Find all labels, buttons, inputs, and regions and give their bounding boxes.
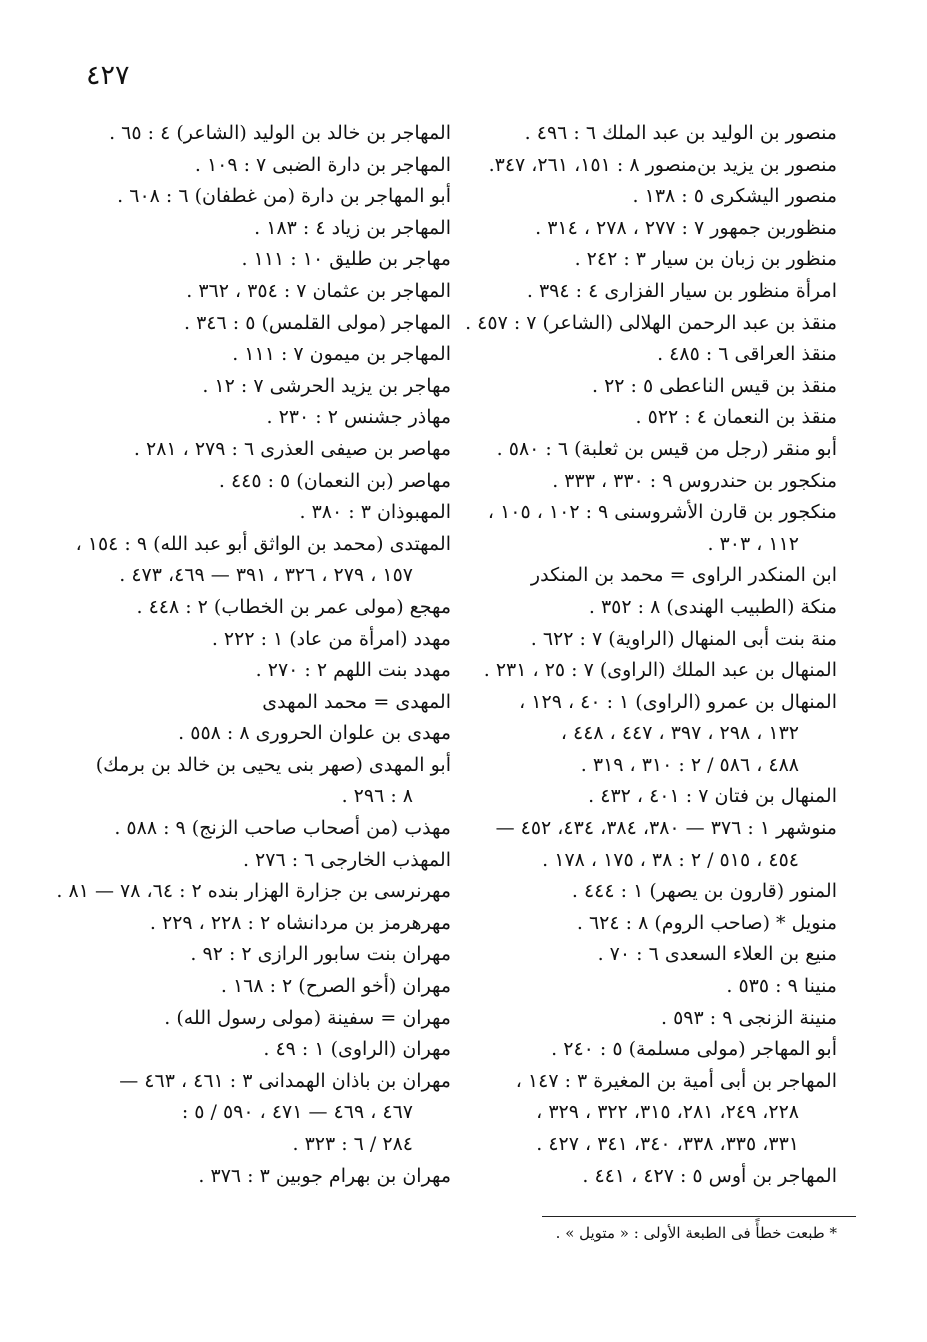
- index-entry: مهاصر بن صيفى العذرى ٦ : ٢٧٩ ، ٢٨١ .: [133, 437, 451, 460]
- index-entry-continuation: ١٥٧ ، ٢٧٩ ، ٣٢٦ ، ٣٩١ — ٤٦٩، ٤٧٣ .: [119, 564, 413, 587]
- index-entry: المهاجر بن خالد بن الوليد (الشاعر) ٤ : ٦٥ .: [109, 122, 451, 144]
- index-entry-continuation: ٢٨٤ / ٦ : ٣٢٣ .: [292, 1133, 413, 1155]
- index-entry: منظور بن زبان بن سيار ٣ : ٢٤٢ .: [574, 248, 837, 271]
- index-entry: مهجع (مولى عمر بن الخطاب) ٢ : ٤٤٨ .: [136, 595, 451, 618]
- index-entry: منيع بن العلاء السعدى ٦ : ٧٠ .: [597, 943, 837, 966]
- index-entry: مهاذر جشنس ٢ : ٢٣٠ .: [266, 406, 451, 429]
- index-entry-continuation: ٤٦٧ ، ٤٦٩ — ٤٧١ ، ٥٩٠ / ٥ :: [181, 1101, 413, 1124]
- index-entry: المهاجر بن أوس ٥ : ٤٢٧ ، ٤٤١ .: [582, 1164, 837, 1187]
- index-entry: منصور بن يزيد بن‌منصور ٨ : ١٥١، ٢٦١، ٣٤٧.: [488, 153, 837, 176]
- index-entry: مهاجر بن يزيد الحرشى ٧ : ١٢ .: [202, 374, 451, 397]
- index-entry: المنهال بن فتان ٧ : ٤٠١ ، ٤٣٢ .: [588, 785, 837, 808]
- index-entry: المهاجر بن دارة الضبى ٧ : ١٠٩ .: [194, 153, 451, 176]
- index-entry-continuation: ٨ : ٢٩٦ .: [341, 785, 413, 808]
- index-entry: أبو المهدى (صهر بنى يحيى بن خالد بن برمك): [95, 753, 451, 776]
- index-entry: مهران بنت سابور الرازى ٢ : ٩٢ .: [190, 943, 451, 966]
- index-entry-continuation: ٢٢٨، ٢٤٩، ٢٨١، ٣١٥، ٣٢٢ ، ٣٢٩ ،: [536, 1101, 799, 1124]
- index-entry: مهدد بنت اللهم ٢ : ٢٧٠ .: [255, 659, 451, 682]
- index-entry: مهدد (امرأة من عاد) ١ : ٢٢٢ .: [211, 627, 451, 650]
- left-entry-list: [56, 118, 451, 1192]
- index-entry: مهاصر (بن النعمان) ٥ : ٤٤٥ .: [218, 469, 451, 492]
- index-entry: مهران (أخو الصرح) ٢ : ١٦٨ .: [220, 975, 451, 998]
- right-entry-list: [467, 118, 837, 1192]
- index-entry: المهاجر بن أبى أمية بن المغيرة ٣ : ١٤٧ ،: [515, 1069, 837, 1092]
- index-entry: أبو المهاجر (مولى مسلمة) ٥ : ٢٤٠ .: [551, 1038, 837, 1061]
- index-entry: منظوربن جمهور ٧ : ٢٧٧ ، ٢٧٨ ، ٣١٤ .: [535, 216, 837, 239]
- index-entry: ابن المنكدر الراوى = محمد بن المنكدر: [530, 564, 837, 587]
- right-column: [467, 118, 837, 1192]
- index-entry: المنهال بن عمرو (الراوى) ١ : ٤٠ ، ١٢٩ ،: [519, 690, 837, 713]
- index-entry-continuation: ٤٥٤ ، ٥١٥ / ٢ : ٣٨ ، ١٧٥ ، ١٧٨ .: [542, 848, 799, 871]
- index-entry-continuation: ١٣٢ ، ٢٩٨ ، ٣٩٧ ، ٤٤٧ ، ٤٤٨ ،: [560, 722, 799, 745]
- index-entry: منكة (الطبيب الهندى) ٨ : ٣٥٢ .: [588, 595, 837, 618]
- index-entry: أبو منقر (رجل من قيس بن ثعلبة) ٦ : ٥٨٠ .: [496, 437, 837, 460]
- index-entry: منقذ بن قيس الناعطى ٥ : ٢٢ .: [591, 374, 837, 397]
- index-entry: امرأة منظور بن سيار الفزارى ٤ : ٣٩٤ .: [526, 279, 837, 302]
- index-entry: مهرنرسى بن جزارة الهزار بنده ٢ : ٦٤، ٧٨ — ٨١ .: [56, 880, 451, 903]
- index-entry: منويل * (صاحب الروم) ٨ : ٦٢٤ .: [576, 911, 837, 934]
- index-entry: منوشهر ١ : ٣٧٦ — ٣٨٠، ٣٨٤، ٤٣٤، ٤٥٢ —: [495, 817, 837, 840]
- index-entry: منينا ٩ : ٥٣٥ .: [726, 975, 837, 998]
- index-entry: المهاجر بن زياد ٤ : ١٨٣ .: [254, 216, 451, 239]
- footnote-rule: [542, 1216, 856, 1217]
- index-entry: منة بنت أبى المنهال (الراوية) ٧ : ٦٢٢ .: [530, 627, 837, 650]
- index-entry: منقذ العراقى ٦ : ٤٨٥ .: [657, 343, 837, 366]
- index-entry: منقذ بن النعمان ٤ : ٥٢٢ .: [635, 406, 837, 429]
- index-entry: منقذ بن عبد الرحمن الهلالى (الشاعر) ٧ : ٤٥٧ .: [465, 311, 837, 334]
- index-entry: المهتدى (محمد بن الواثق أبو عبد الله) ٩ : ١٥٤ ،: [75, 532, 451, 555]
- index-entry: المهاجر (مولى القلمس) ٥ : ٣٤٦ .: [184, 311, 451, 334]
- index-entry: مهران = سفينة (مولى رسول الله) .: [164, 1006, 451, 1029]
- footnote: * طبعت خطأً فى الطبعة الأولى : « متويل » .: [555, 1224, 837, 1242]
- left-column: [56, 118, 451, 1192]
- index-entry: المنور (قارون بن يصهر) ١ : ٤٤٤ .: [571, 880, 837, 903]
- index-entry: المهدى = محمد المهدى: [262, 690, 451, 713]
- index-entry: مهرهرمز بن مردانشاه ٢ : ٢٢٨ ، ٢٢٩ .: [149, 911, 451, 934]
- page-number: ٤٢٧: [86, 60, 130, 91]
- index-entry: مهران بن بهرام جوبين ٣ : ٣٧٦ .: [198, 1164, 451, 1187]
- index-entry: المهبوذان ٣ : ٣٨٠ .: [299, 501, 451, 524]
- index-entry: المهاجر بن ميمون ٧ : ١١١ .: [232, 343, 451, 366]
- index-entry: منينة الزنجى ٩ : ٥٩٣ .: [660, 1006, 837, 1029]
- index-entry-continuation: ١١٢ ، ٣٠٣ .: [707, 532, 799, 555]
- index-entry: مهاجر بن طليق ١٠ : ١١١ .: [241, 248, 451, 271]
- index-entry: مهران (الراوى) ١ : ٤٩ .: [263, 1038, 451, 1061]
- index-entry: المنهال بن عبد الملك (الراوى) ٧ : ٢٥ ، ٢٣١ .: [483, 659, 837, 682]
- index-entry: مهدى بن علوان الحرورى ٨ : ٥٥٨ .: [178, 722, 451, 745]
- index-entry: مهذب (من أصحاب صاحب الزنج) ٩ : ٥٨٨ .: [114, 817, 451, 840]
- index-entry: المهاجر بن عثمان ٧ : ٣٥٤ ، ٣٦٢ .: [186, 279, 451, 302]
- index-entry: منكجور بن قارن الأشروسنى ٩ : ١٠٢ ، ١٠٥ ،: [487, 501, 837, 524]
- index-entry: المهذب الخارجى ٦ : ٢٧٦ .: [242, 848, 451, 871]
- index-entry-continuation: ٣٣١، ٣٣٥، ٣٣٨، ٣٤٠، ٣٤١ ، ٤٢٧ .: [536, 1133, 799, 1155]
- index-entry-continuation: ٤٨٨ ، ٥٨٦ / ٢ : ٣١٠ ، ٣١٩ .: [580, 753, 799, 776]
- index-entry: مهران بن باذان الهمدانى ٣ : ٤٦١ ، ٤٦٣ —: [119, 1069, 451, 1092]
- index-entry: منصور اليشكرى ٥ : ١٣٨ .: [632, 185, 837, 208]
- index-entry: أبو المهاجر بن دارة (من غطفان) ٦ : ٦٠٨ .: [117, 185, 451, 208]
- index-entry: منصور بن الوليد بن عبد الملك ٦ : ٤٩٦ .: [524, 122, 837, 144]
- index-entry: منكجور بن حندروس ٩ : ٣٣٠ ، ٣٣٣ .: [552, 469, 837, 492]
